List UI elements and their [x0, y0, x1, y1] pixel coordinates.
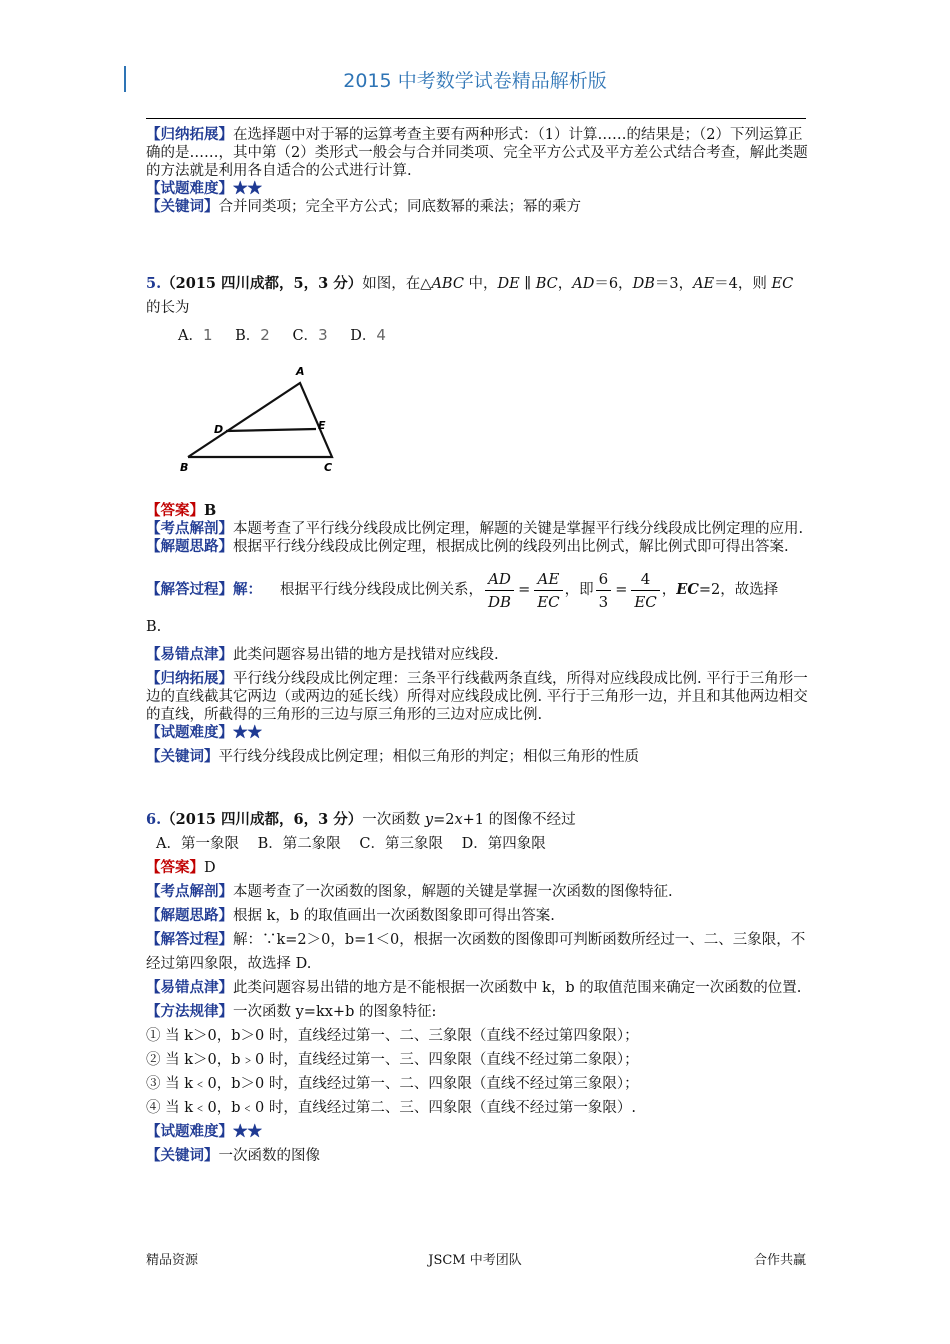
footer-center: JSCM 中考团队 — [428, 1253, 522, 1268]
label: 【归纳拓展】 — [146, 670, 233, 687]
label: 【考点解剖】 — [146, 883, 233, 900]
label-e: E — [318, 419, 326, 432]
answer-label: 【答案】 — [146, 502, 204, 519]
equals: = — [518, 582, 531, 598]
q4-keywords — [146, 198, 808, 216]
q6-rule-3: ③ 当 k﹤0，b＞0 时，直线经过第一、二、四象限（直线不经过第三象限）； — [146, 1076, 639, 1092]
text: 一次函数的图像 — [218, 1148, 320, 1164]
label: 【考点解剖】 — [146, 520, 233, 537]
option-label: B． — [235, 328, 261, 344]
option-label: B． — [257, 836, 283, 852]
option-label: D． — [350, 328, 377, 344]
q5-nandu — [146, 724, 808, 742]
label: 【试题难度】 — [146, 1123, 233, 1140]
stars: ★★ — [233, 724, 262, 741]
stem: 中， — [463, 276, 498, 292]
denominator: 3 — [598, 592, 609, 611]
label-c: C — [324, 461, 333, 474]
option-value: 第一象限 — [180, 836, 239, 852]
numerator: 6 — [596, 568, 612, 591]
q6-kaodian — [146, 880, 808, 904]
option-label: C． — [292, 328, 319, 344]
label: 【关键词】 — [146, 198, 219, 215]
option-value: 第三象限 — [384, 836, 443, 852]
label: 【解答过程】 — [146, 931, 233, 948]
text: 根据平行线分线段成比例关系， — [280, 582, 483, 598]
stem: DE — [497, 276, 520, 292]
label: 【易错点津】 — [146, 646, 233, 663]
question-source: （2015 四川成都，5，3 分） — [161, 275, 363, 292]
denominator: EC — [634, 592, 657, 611]
stem: 的长为 — [146, 300, 190, 316]
text: 平行线分线段成比例定理；相似三角形的判定；相似三角形的性质 — [218, 749, 639, 765]
stem: AE — [693, 276, 715, 292]
stem: +1 的图像不经过 — [462, 812, 576, 828]
option-label: A． — [156, 836, 181, 852]
fraction-ae-ec — [534, 568, 562, 613]
stem: ABC — [431, 276, 464, 292]
label: 【易错点津】 — [146, 979, 233, 996]
fraction-6-3 — [596, 568, 612, 613]
q5-options — [178, 326, 808, 345]
option-value: 4 — [376, 326, 386, 344]
label: 【关键词】 — [146, 748, 219, 765]
denominator: DB — [488, 592, 512, 611]
option-c — [292, 326, 327, 345]
label: 【归纳拓展】 — [146, 126, 233, 143]
q5-answer — [146, 502, 808, 520]
q5-stem — [146, 272, 808, 320]
q6-silu — [146, 904, 808, 928]
numerator: AE — [534, 568, 562, 591]
q6-block — [146, 808, 808, 1168]
header-rule — [146, 118, 806, 119]
question-source: （2015 四川成都，6，3 分） — [161, 811, 363, 828]
q5-keywords — [146, 748, 808, 766]
q6-rule-1: ① 当 k＞0，b＞0 时，直线经过第一、二、三象限（直线不经过第四象限）； — [146, 1028, 639, 1044]
option-value: 第四象限 — [487, 836, 546, 852]
q6-stem — [146, 808, 808, 832]
stem: BC — [535, 276, 558, 292]
q6-rule-4: ④ 当 k﹤0，b﹤0 时，直线经过第二、三、四象限（直线不经过第一象限）. — [146, 1100, 636, 1116]
option-label: C． — [359, 836, 385, 852]
stem: ， — [557, 276, 573, 292]
label-b: B — [180, 461, 189, 474]
label: 【试题难度】 — [146, 180, 233, 197]
text: 平行线分线段成比例定理：三条平行线截两条直线，所得对应线段成比例. 平行于三角形一边的直线截其它两边（或两边的延长线）所得对应线段成比例. 平行于三角形一边，并且和其他两边相交的直线，所截得的三角形的三边与原三角形的三边对应成比例. — [146, 671, 808, 723]
label-d: D — [214, 423, 224, 436]
option-value: 2 — [260, 326, 270, 344]
stem: ＝3， — [654, 276, 694, 292]
option-value: 1 — [202, 326, 213, 344]
stem: 如图，在△ — [362, 276, 432, 292]
option-label: D． — [461, 836, 488, 852]
q5-guocheng: 【解答过程】解： 根据平行线分线段成比例关系， $\frac{AD}{DB}$ = $\frac{AE}{EC}$ ，即 $\frac{6}{3}$ = $\frac{4}{EC}$ ，EC=2，故选择 — [146, 566, 808, 614]
q6-guocheng — [146, 928, 808, 976]
text: 根据平行线分线段成比例定理，根据成比例的线段列出比例式，解比例式即可得出答案. — [233, 539, 789, 555]
label: 【解题思路】 — [146, 907, 233, 924]
text: 本题考查了平行线分线段成比例定理，解题的关键是掌握平行线分线段成比例定理的应用. — [233, 521, 804, 537]
text: 一次函数 y=kx+b 的图象特征: — [233, 1004, 437, 1020]
stem: y — [424, 812, 434, 828]
q6-yicuo — [146, 976, 808, 1000]
option-a — [156, 832, 239, 856]
fraction-4-ec — [631, 568, 659, 613]
q5-guina — [146, 670, 808, 724]
stars: ★★ — [233, 180, 262, 197]
option-label: A． — [178, 328, 203, 344]
stem: ＝6， — [594, 276, 633, 292]
text: ，即 — [564, 582, 594, 598]
option-value: 3 — [318, 326, 328, 344]
option-b — [235, 326, 270, 345]
option-a — [178, 326, 213, 345]
q4-nandu — [146, 180, 808, 198]
stem: =2 — [433, 812, 455, 828]
stars: ★★ — [233, 1123, 262, 1140]
q6-nandu — [146, 1120, 808, 1144]
fraction-ad-db — [485, 568, 514, 613]
stem: x — [454, 812, 463, 828]
denominator: EC — [537, 592, 560, 611]
text: 此类问题容易出错的地方是不能根据一次函数中 k，b 的取值范围来确定一次函数的位置. — [233, 980, 802, 996]
text: 此类问题容易出错的地方是找错对应线段. — [233, 647, 499, 663]
stem: ＝4，则 — [714, 276, 772, 292]
stem: DB — [632, 276, 655, 292]
numerator: 4 — [631, 568, 659, 591]
question-number: 6. — [146, 811, 162, 828]
stem: AD — [572, 276, 595, 292]
answer-value: D — [204, 860, 216, 876]
triangle-figure — [176, 359, 336, 479]
ec: EC — [676, 581, 699, 598]
q4-guina — [146, 126, 808, 180]
stem: ∥ — [519, 276, 536, 292]
triangle-outline — [188, 383, 332, 457]
equals: = — [615, 582, 628, 598]
text: 解：∵k=2＞0，b=1＜0，根据一次函数的图像即可判断函数所经过一、二、三象限，不经过第四象限，故选择 D. — [146, 932, 806, 972]
option-value: 第二象限 — [282, 836, 341, 852]
label: 【试题难度】 — [146, 724, 233, 741]
text: 本题考查了一次函数的图象，解题的关键是掌握一次函数的图像特征. — [233, 884, 673, 900]
header-title: 2015 中考数学试卷精品解析版 — [343, 70, 607, 92]
label: 【方法规律】 — [146, 1003, 233, 1020]
q6-options — [156, 832, 808, 856]
option-b — [258, 832, 341, 856]
option-c — [359, 832, 443, 856]
q5-yicuo — [146, 646, 808, 664]
stem: EC — [771, 276, 794, 292]
label-a: A — [296, 365, 305, 378]
q5-silu — [146, 538, 808, 556]
text: =2，故选择 — [698, 582, 779, 598]
option-d — [462, 832, 546, 856]
q5-kaodian — [146, 520, 808, 538]
text: 在选择题中对于幂的运算考查主要有两种形式：（1）计算……的结果是；（2）下列运算正确的是……，其中第（2）类形式一般会与合并同类项、完全平方公式及平方差公式结合考查，解此类题的方法就是利用各自适合的公式进行计算. — [146, 127, 808, 179]
stem: 一次函数 — [362, 812, 425, 828]
numerator: AD — [485, 568, 514, 591]
answer-value: B — [204, 502, 217, 519]
q6-fangfa — [146, 1000, 808, 1024]
footer-left: 精品资源 — [146, 1253, 199, 1268]
question-number: 5. — [146, 275, 162, 292]
q6-keywords — [146, 1144, 808, 1168]
text: 根据 k，b 的取值画出一次函数图象即可得出答案. — [233, 908, 555, 924]
q5-guocheng-last: B. — [146, 619, 162, 635]
text: 合并同类项；完全平方公式；同底数幂的乘法；幂的乘方 — [218, 199, 581, 215]
answer-label: 【答案】 — [146, 859, 204, 876]
content — [146, 126, 808, 1168]
q6-rule-2: ② 当 k＞0，b﹥0 时，直线经过第一、三、四象限（直线不经过第二象限）； — [146, 1052, 639, 1068]
segment-de — [226, 429, 316, 431]
option-d — [350, 326, 386, 345]
label: 【关键词】 — [146, 1147, 219, 1164]
footer-right: 合作共赢 — [753, 1253, 806, 1268]
label: 【解题思路】 — [146, 538, 233, 555]
label: 【解答过程】解： — [146, 581, 262, 598]
q6-answer — [146, 856, 808, 880]
